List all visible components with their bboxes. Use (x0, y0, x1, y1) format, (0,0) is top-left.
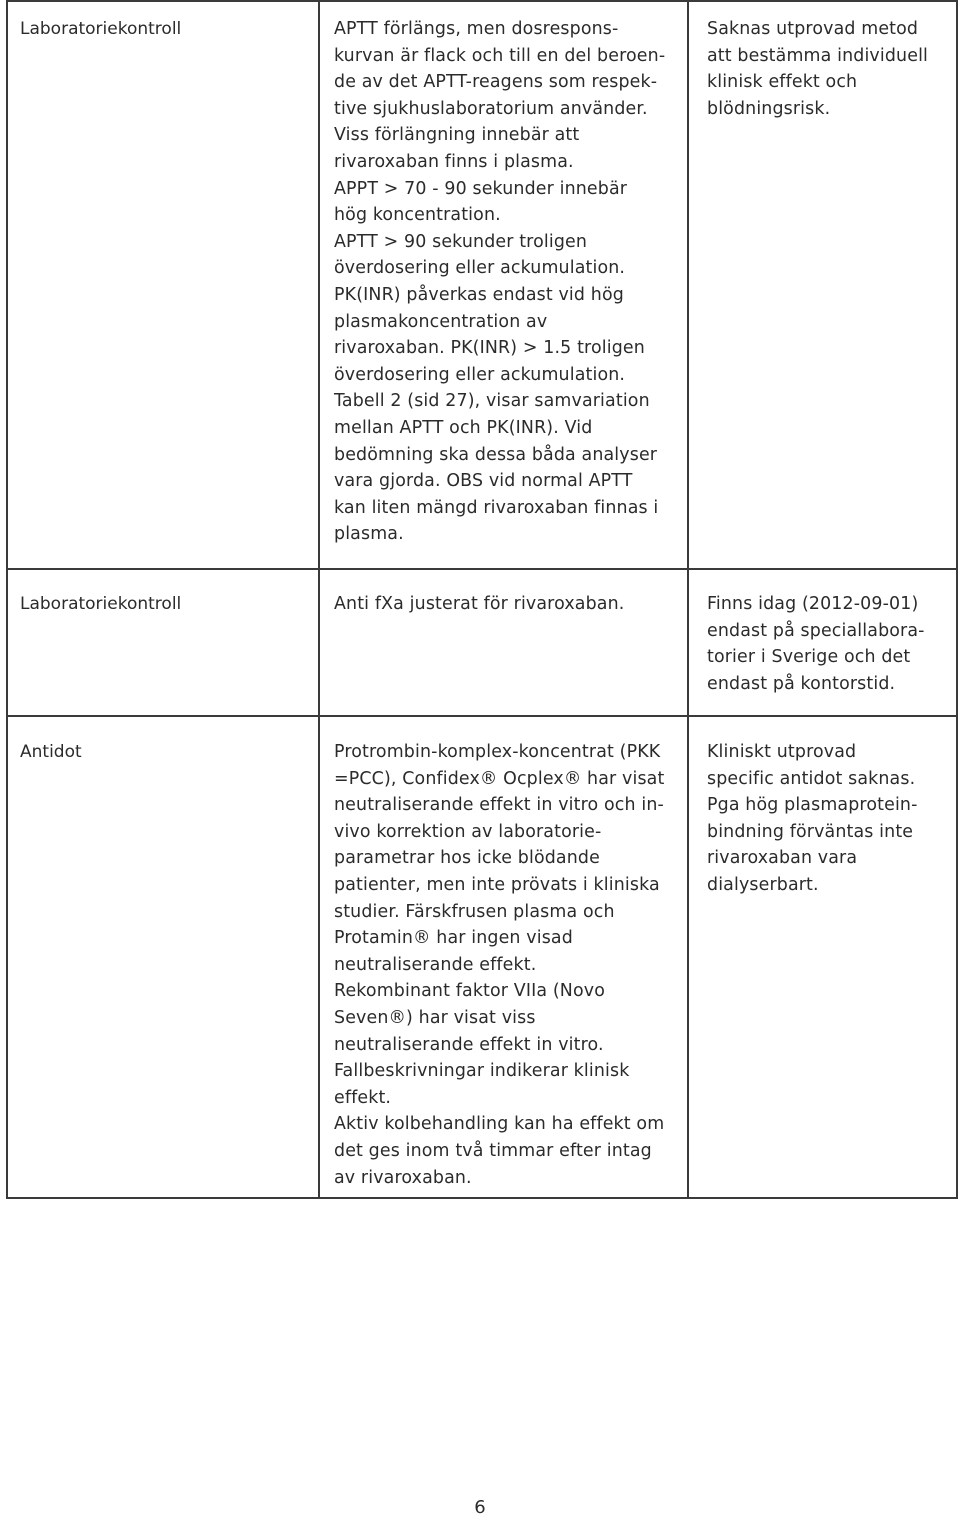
text-line: neutraliserande effekt in vitro och in- (334, 795, 664, 816)
description-text (320, 717, 687, 1191)
text-line: att bestämma individuell (707, 45, 929, 66)
text-line: rivaroxaban finns i plasma. (334, 151, 574, 172)
row-label-cell (7, 1, 319, 569)
text-line: Aktiv kolbehandling kan ha effekt om (334, 1114, 665, 1135)
text-line: specific antidot saknas. (707, 768, 916, 789)
text-line: Rekombinant faktor VIIa (Novo (334, 981, 605, 1002)
table-row-laboratoriekontroll-aptt (7, 1, 957, 569)
text-line: bindning förväntas inte (707, 821, 914, 842)
text-line: APTT förlängs, men dosrespons- (334, 19, 619, 39)
text-line: dialyserbart. (707, 874, 819, 895)
text-line: Tabell 2 (sid 27), visar samvariation (334, 391, 650, 412)
text-line: endast på speciallabora- (707, 620, 925, 641)
text-line: Seven®) har visat viss (334, 1007, 536, 1028)
text-line: APPT > 70 - 90 sekunder innebär (334, 178, 628, 199)
comment-cell (688, 716, 957, 1198)
text-line: effekt. (334, 1087, 392, 1108)
text-line: studier. Färskfrusen plasma och (334, 901, 615, 922)
text-line: de av det APTT-reagens som respek- (334, 72, 658, 93)
text-line: Fallbeskrivningar indikerar klinisk (334, 1061, 630, 1082)
description-cell (319, 1, 688, 569)
row-label: Laboratoriekontroll (20, 594, 182, 614)
row-label-cell (7, 569, 319, 716)
document-table (6, 0, 958, 1199)
table-row-antidot (7, 716, 957, 1198)
text-line: neutraliserande effekt. (334, 954, 537, 975)
text-line: APTT > 90 sekunder troligen (334, 231, 588, 252)
text-line: rivaroxaban vara (707, 848, 858, 869)
description-text (320, 2, 687, 548)
text-line: torier i Sverige och det (707, 647, 911, 668)
text-line: PK(INR) påverkas endast vid hög (334, 284, 624, 305)
comment-text (689, 2, 956, 122)
comment-cell (688, 569, 957, 716)
text-line: kurvan är flack och till en del beroen- (334, 45, 666, 66)
description-cell (319, 716, 688, 1198)
text-line: överdosering eller ackumulation. (334, 258, 626, 279)
text-line: vivo korrektion av laboratorie- (334, 821, 602, 842)
text-line: kan liten mängd rivaroxaban finnas i (334, 497, 659, 518)
text-line: hög koncentration. (334, 205, 501, 226)
row-label: Laboratoriekontroll (20, 19, 182, 39)
text-line: bedömning ska dessa båda analyser (334, 444, 658, 465)
text-line: Viss förlängning innebär att (334, 125, 580, 146)
text-line: mellan APTT och PK(INR). Vid (334, 417, 593, 438)
text-line: Saknas utprovad metod (707, 19, 919, 39)
text-line: Protamin® har ingen visad (334, 928, 573, 949)
table-row-laboratoriekontroll-antifxa (7, 569, 957, 716)
comment-cell (688, 1, 957, 569)
text-line: blödningsrisk. (707, 98, 831, 119)
text-line: det ges inom två timmar efter intag (334, 1140, 652, 1161)
text-line: av rivaroxaban. (334, 1167, 472, 1188)
text-line: endast på kontorstid. (707, 673, 896, 694)
text-line: patienter, men inte prövats i kliniska (334, 874, 660, 895)
page-number: 6 (474, 1497, 486, 1518)
text-line: Protrombin-komplex-koncentrat (PKK (334, 742, 661, 762)
text-line: vara gjorda. OBS vid normal APTT (334, 471, 633, 492)
text-line: plasma. (334, 524, 404, 545)
description-cell (319, 569, 688, 716)
text-line: rivaroxaban. PK(INR) > 1.5 troligen (334, 338, 645, 359)
text-line: =PCC), Confidex® Ocplex® har visat (334, 768, 665, 789)
text-line: Kliniskt utprovad (707, 742, 857, 762)
text-line: parametrar hos icke blödande (334, 848, 600, 869)
text-line: neutraliserande effekt in vitro. (334, 1034, 604, 1055)
text-line: Finns idag (2012-09-01) (707, 594, 919, 614)
text-line: Anti fXa justerat för rivaroxaban. (334, 594, 625, 614)
text-line: klinisk effekt och (707, 72, 858, 93)
comment-text (689, 570, 956, 697)
text-line: plasmakoncentration av (334, 311, 548, 332)
text-line: Pga hög plasmaprotein- (707, 795, 918, 816)
description-text (320, 570, 687, 618)
row-label: Antidot (20, 742, 82, 762)
text-line: tive sjukhuslaboratorium använder. (334, 98, 648, 119)
row-label-cell (7, 716, 319, 1198)
text-line: överdosering eller ackumulation. (334, 364, 626, 385)
comment-text (689, 717, 956, 899)
